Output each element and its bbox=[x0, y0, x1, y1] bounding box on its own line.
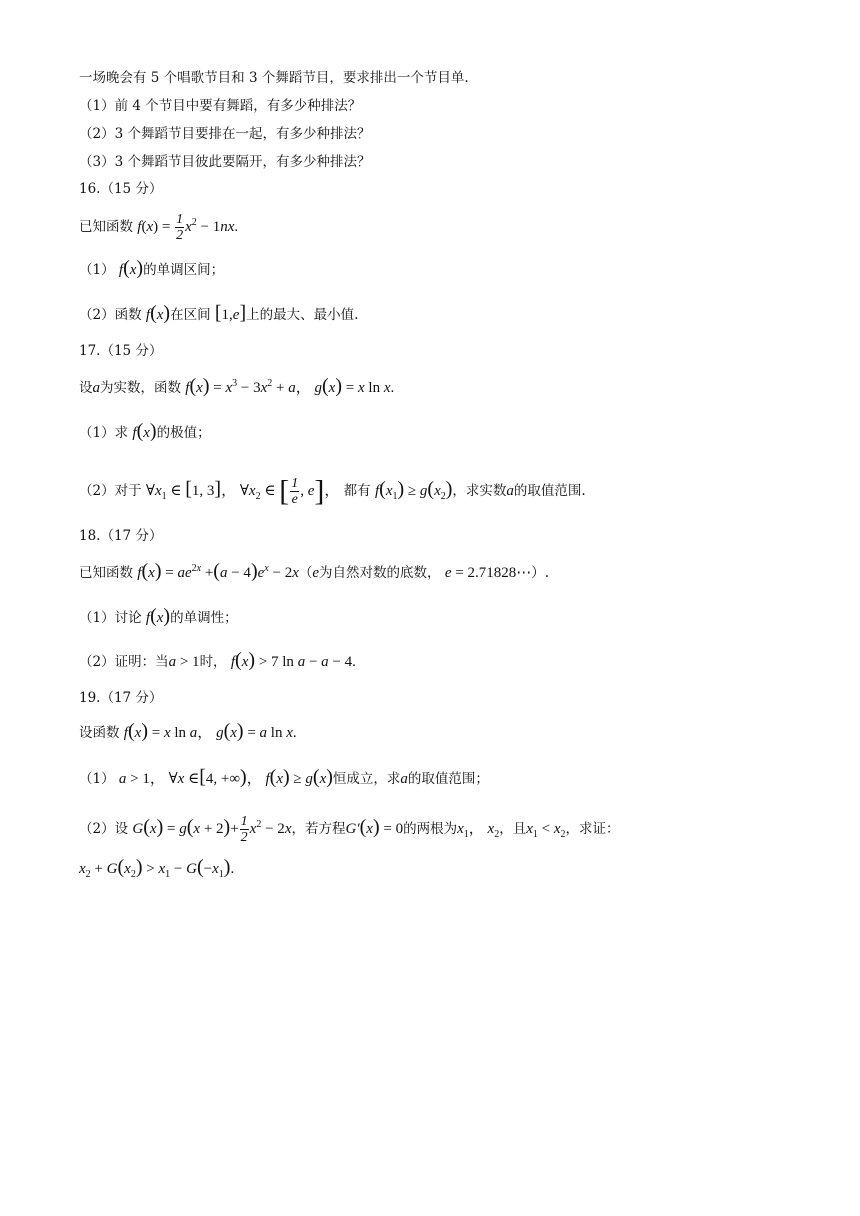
inequality: $x_2 + G(x_2) > x_1 - G(-x_1)$. bbox=[79, 856, 235, 880]
problem-19-stem bbox=[79, 722, 297, 742]
stem-text: 为实数，函数 bbox=[100, 380, 181, 396]
var-a: a bbox=[400, 771, 408, 787]
euler-value: e = 2.71828⋯ bbox=[444, 565, 532, 581]
part-text: 的两根为 bbox=[403, 820, 458, 837]
inequality: $f(x_1) \ge g(x_2)$ bbox=[374, 477, 453, 502]
problem-18-part-2 bbox=[79, 651, 356, 671]
problem-18-part-1 bbox=[79, 607, 238, 627]
stem-text: 已知函数 bbox=[79, 218, 133, 235]
problem-18-stem bbox=[79, 560, 549, 582]
condition: $x_1 < x_2$ bbox=[526, 820, 566, 840]
problem-17-part-1 bbox=[79, 422, 211, 442]
part-text: 在区间 bbox=[170, 307, 211, 323]
problem-16-stem bbox=[79, 212, 238, 243]
problem-17-heading: 17.（15 分） bbox=[79, 343, 163, 359]
part-text: 上的最大、最小值. bbox=[246, 307, 359, 323]
interval: [1,e] bbox=[214, 302, 247, 324]
part-label: （2）设 bbox=[79, 820, 129, 837]
inequality: f(x) > 7 ln a − a − 4. bbox=[230, 649, 356, 671]
fraction: $\frac{1}{e}$ bbox=[291, 476, 299, 507]
formula: f(x) bbox=[132, 420, 157, 442]
part-text: 的单调性； bbox=[170, 610, 238, 626]
part-text: 时， bbox=[199, 654, 227, 670]
part-text: ，若方程 bbox=[291, 820, 346, 837]
part-label: （2）对于 bbox=[79, 482, 142, 499]
formula: $f(x) = x^3 - 3x^2 + a$， g(x) = x ln x. bbox=[185, 375, 395, 397]
problem-19-part-2 bbox=[79, 814, 620, 845]
part-text: 的极值； bbox=[156, 425, 211, 441]
part-text: 的取值范围； bbox=[407, 771, 489, 787]
problem-16-part-2 bbox=[79, 304, 358, 324]
problem-15-part-3: （3）3 个舞蹈节目彼此要隔开，有多少种排法？ bbox=[79, 154, 371, 170]
formula: f(x) = x ln a， g(x) = a ln x. bbox=[123, 720, 297, 742]
part-text: 恒成立，求 bbox=[332, 771, 401, 787]
fraction: $\frac{1}{2}$ bbox=[240, 814, 248, 845]
problem-16-part-1 bbox=[79, 259, 224, 279]
formula: f(x) bbox=[145, 605, 171, 627]
fraction: $\frac{1}{2}$ bbox=[176, 212, 184, 243]
stem-text: ）. bbox=[531, 565, 550, 581]
formula: f(x) = $\frac{1}{2}$ $x^2 - 1nx$. bbox=[137, 212, 239, 243]
part-label: （1） bbox=[79, 771, 115, 787]
part-label: （2）函数 bbox=[79, 307, 142, 323]
problem-15-part-1: （1）前 4 个节目中要有舞蹈，有多少种排法？ bbox=[79, 98, 362, 114]
problem-15-stem: 一场晚会有 5 个唱歌节目和 3 个舞蹈节目，要求排出一个节目单. bbox=[79, 70, 469, 86]
part-label: （1）求 bbox=[79, 425, 129, 441]
problem-16-heading: 16.（15 分） bbox=[79, 181, 163, 197]
var-a: a bbox=[506, 482, 514, 499]
condition: a > 1 bbox=[168, 654, 200, 670]
part-text: ，求证： bbox=[565, 820, 620, 837]
stem-text: 设函数 bbox=[79, 725, 120, 741]
stem-text: 已知函数 bbox=[79, 565, 133, 581]
stem-text: 设 bbox=[79, 380, 93, 396]
part-label: （1） bbox=[79, 262, 115, 278]
formula: $\forall x_1$ ∈ [1, 3]， $\forall x_2$ ∈ [ $\frac{1}{e}$ , e]， bbox=[145, 474, 340, 508]
problem-17-stem bbox=[79, 375, 394, 397]
root-x1: $x_1$， $x_2$ bbox=[457, 820, 500, 840]
problem-18-heading: 18.（17 分） bbox=[79, 528, 163, 544]
part-text: ，且 bbox=[499, 820, 527, 837]
var-e: e bbox=[312, 565, 320, 581]
formula: f(x) bbox=[118, 257, 144, 279]
part-text: 的单调区间； bbox=[143, 262, 225, 278]
problem-15-part-2: （2）3 个舞蹈节目要排在一起，有多少种排法？ bbox=[79, 126, 371, 142]
formula: a > 1， ∀x ∈[4, +∞)， f(x) ≥ g(x) bbox=[118, 766, 333, 788]
problem-19-heading: 19.（17 分） bbox=[79, 690, 163, 706]
part-label: （2）证明：当 bbox=[79, 654, 169, 670]
part-text: 都有 bbox=[343, 482, 371, 499]
formula: f(x) bbox=[145, 302, 171, 324]
part-text: ，求实数 bbox=[452, 482, 507, 499]
part-label: （1）讨论 bbox=[79, 610, 142, 626]
problem-19-part-1 bbox=[79, 768, 489, 788]
stem-text: 为自然对数的底数， bbox=[319, 565, 441, 581]
formula: G(x) = g(x + 2)+ $\frac{1}{2}$ $x^2 - 2x$ bbox=[132, 814, 292, 845]
stem-text: （ bbox=[298, 565, 313, 581]
part-text: 的取值范围. bbox=[513, 482, 586, 499]
problem-19-conclusion bbox=[79, 858, 234, 884]
problem-17-part-2 bbox=[79, 476, 586, 507]
equation: G′(x) = 0 bbox=[345, 815, 404, 838]
var-a: a bbox=[92, 380, 100, 396]
formula: $f(x) = ae^{2x} +(a - 4)e^x - 2x$ bbox=[137, 560, 299, 582]
